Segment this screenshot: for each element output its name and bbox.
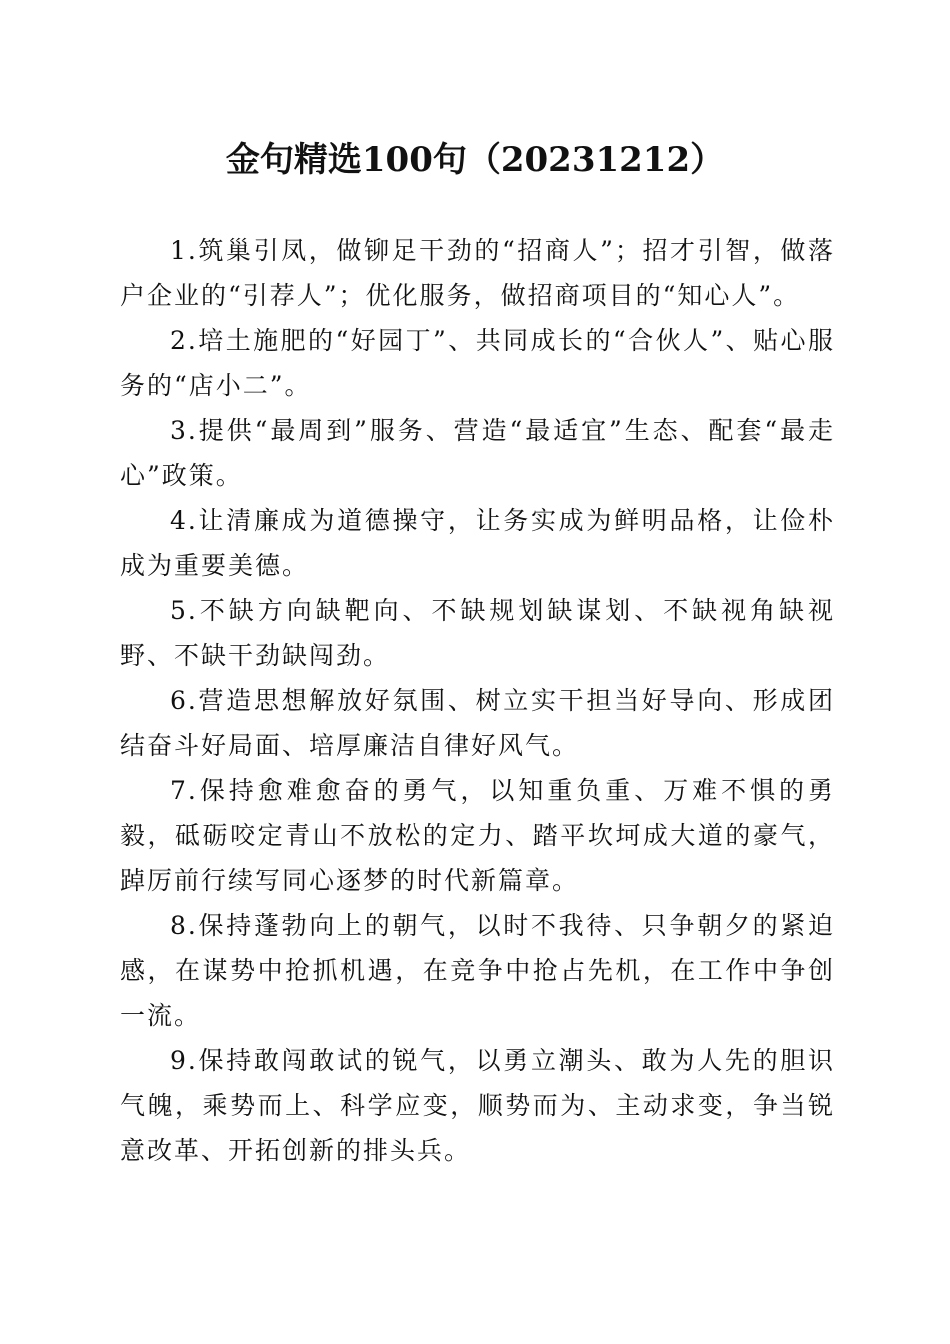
- paragraph-2: 2.培土施肥的“好园丁”、共同成长的“合伙人”、贴心服务的“店小二”。: [120, 326, 835, 400]
- paragraph-3: 3.提供“最周到”服务、营造“最适宜”生态、配套“最走心”政策。: [120, 416, 835, 490]
- paragraph-1: 1.筑巢引凤，做铆足干劲的“招商人”；招才引智，做落户企业的“引荐人”；优化服务，做招商项目的“知心人”。: [120, 236, 835, 310]
- paragraph-4: 4.让清廉成为道德操守，让务实成为鲜明品格，让俭朴成为重要美德。: [120, 506, 835, 580]
- paragraph-7: 7.保持愈难愈奋的勇气，以知重负重、万难不惧的勇毅，砥砺咬定青山不放松的定力、踏平坎坷成大道的豪气，踔厉前行续写同心逐梦的时代新篇章。: [120, 776, 835, 895]
- paragraph-6: 6.营造思想解放好氛围、树立实干担当好导向、形成团结奋斗好局面、培厚廉洁自律好风气。: [120, 686, 835, 760]
- paragraph-8: 8.保持蓬勃向上的朝气，以时不我待、只争朝夕的紧迫感，在谋势中抢抓机遇，在竞争中抢占先机，在工作中争创一流。: [120, 911, 835, 1030]
- paragraph-5: 5.不缺方向缺靶向、不缺规划缺谋划、不缺视角缺视野、不缺干劲缺闯劲。: [120, 596, 835, 670]
- paragraph-9: 9.保持敢闯敢试的锐气，以勇立潮头、敢为人先的胆识气魄，乘势而上、科学应变，顺势而为、主动求变，争当锐意改革、开拓创新的排头兵。: [120, 1046, 835, 1165]
- document-title: 金句精选100句（20231212）: [225, 140, 725, 180]
- document-body: [120, 228, 835, 1173]
